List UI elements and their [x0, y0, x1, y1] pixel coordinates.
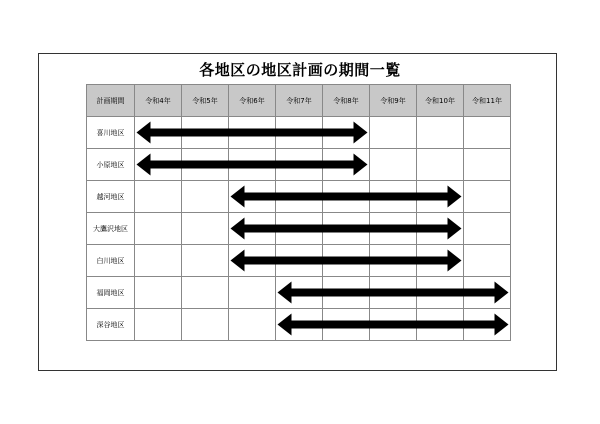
- year-cell: [464, 309, 511, 341]
- year-cell: [370, 117, 417, 149]
- year-cell: [370, 277, 417, 309]
- year-cell: [417, 213, 464, 245]
- year-cell: [229, 277, 276, 309]
- year-cell: [229, 309, 276, 341]
- year-cell: [417, 277, 464, 309]
- year-cell: [182, 117, 229, 149]
- table-row: [87, 213, 511, 245]
- year-cell: [182, 309, 229, 341]
- year-cell: [464, 277, 511, 309]
- year-cell: [276, 181, 323, 213]
- district-name: 大鷹沢地区: [87, 213, 135, 245]
- year-header: 令和7年: [276, 85, 323, 117]
- year-header: 令和8年: [323, 85, 370, 117]
- year-cell: [323, 245, 370, 277]
- year-cell: [182, 149, 229, 181]
- year-header: 令和5年: [182, 85, 229, 117]
- year-cell: [276, 277, 323, 309]
- year-cell: [229, 245, 276, 277]
- year-cell: [370, 245, 417, 277]
- table-row: [87, 149, 511, 181]
- year-cell: [276, 117, 323, 149]
- year-cell: [417, 117, 464, 149]
- year-cell: [370, 149, 417, 181]
- year-cell: [464, 117, 511, 149]
- year-header: 令和9年: [370, 85, 417, 117]
- schedule-table: [86, 84, 511, 341]
- year-header: 令和10年: [417, 85, 464, 117]
- table-row: [87, 117, 511, 149]
- year-header: 令和11年: [464, 85, 511, 117]
- year-cell: [417, 309, 464, 341]
- year-cell: [464, 213, 511, 245]
- year-cell: [135, 277, 182, 309]
- year-cell: [135, 213, 182, 245]
- year-cell: [135, 117, 182, 149]
- year-cell: [276, 309, 323, 341]
- year-cell: [370, 213, 417, 245]
- year-cell: [182, 277, 229, 309]
- year-cell: [464, 149, 511, 181]
- page-title: 各地区の地区計画の期間一覧: [199, 61, 401, 79]
- year-cell: [229, 181, 276, 213]
- year-header: 令和6年: [229, 85, 276, 117]
- year-cell: [417, 245, 464, 277]
- table-row: [87, 309, 511, 341]
- year-cell: [182, 245, 229, 277]
- table-header-row: [87, 85, 511, 117]
- table-row: [87, 277, 511, 309]
- district-name: 深谷地区: [87, 309, 135, 341]
- year-cell: [182, 181, 229, 213]
- year-cell: [323, 277, 370, 309]
- year-cell: [323, 117, 370, 149]
- year-cell: [323, 181, 370, 213]
- table-row: [87, 245, 511, 277]
- corner-label: 計画期間: [87, 85, 135, 117]
- year-cell: [323, 309, 370, 341]
- year-cell: [229, 213, 276, 245]
- table-row: [87, 181, 511, 213]
- year-cell: [276, 213, 323, 245]
- year-cell: [323, 149, 370, 181]
- year-cell: [135, 181, 182, 213]
- year-header: 令和4年: [135, 85, 182, 117]
- year-cell: [229, 149, 276, 181]
- year-cell: [135, 245, 182, 277]
- year-cell: [229, 117, 276, 149]
- district-name: 小原地区: [87, 149, 135, 181]
- year-cell: [276, 149, 323, 181]
- year-cell: [370, 309, 417, 341]
- district-name: 喜川地区: [87, 117, 135, 149]
- year-cell: [370, 181, 417, 213]
- year-cell: [276, 245, 323, 277]
- district-name: 越河地区: [87, 181, 135, 213]
- year-cell: [323, 213, 370, 245]
- year-cell: [417, 181, 464, 213]
- year-cell: [464, 181, 511, 213]
- year-cell: [135, 149, 182, 181]
- year-cell: [135, 309, 182, 341]
- district-name: 福岡地区: [87, 277, 135, 309]
- district-name: 白川地区: [87, 245, 135, 277]
- year-cell: [464, 245, 511, 277]
- year-cell: [417, 149, 464, 181]
- year-cell: [182, 213, 229, 245]
